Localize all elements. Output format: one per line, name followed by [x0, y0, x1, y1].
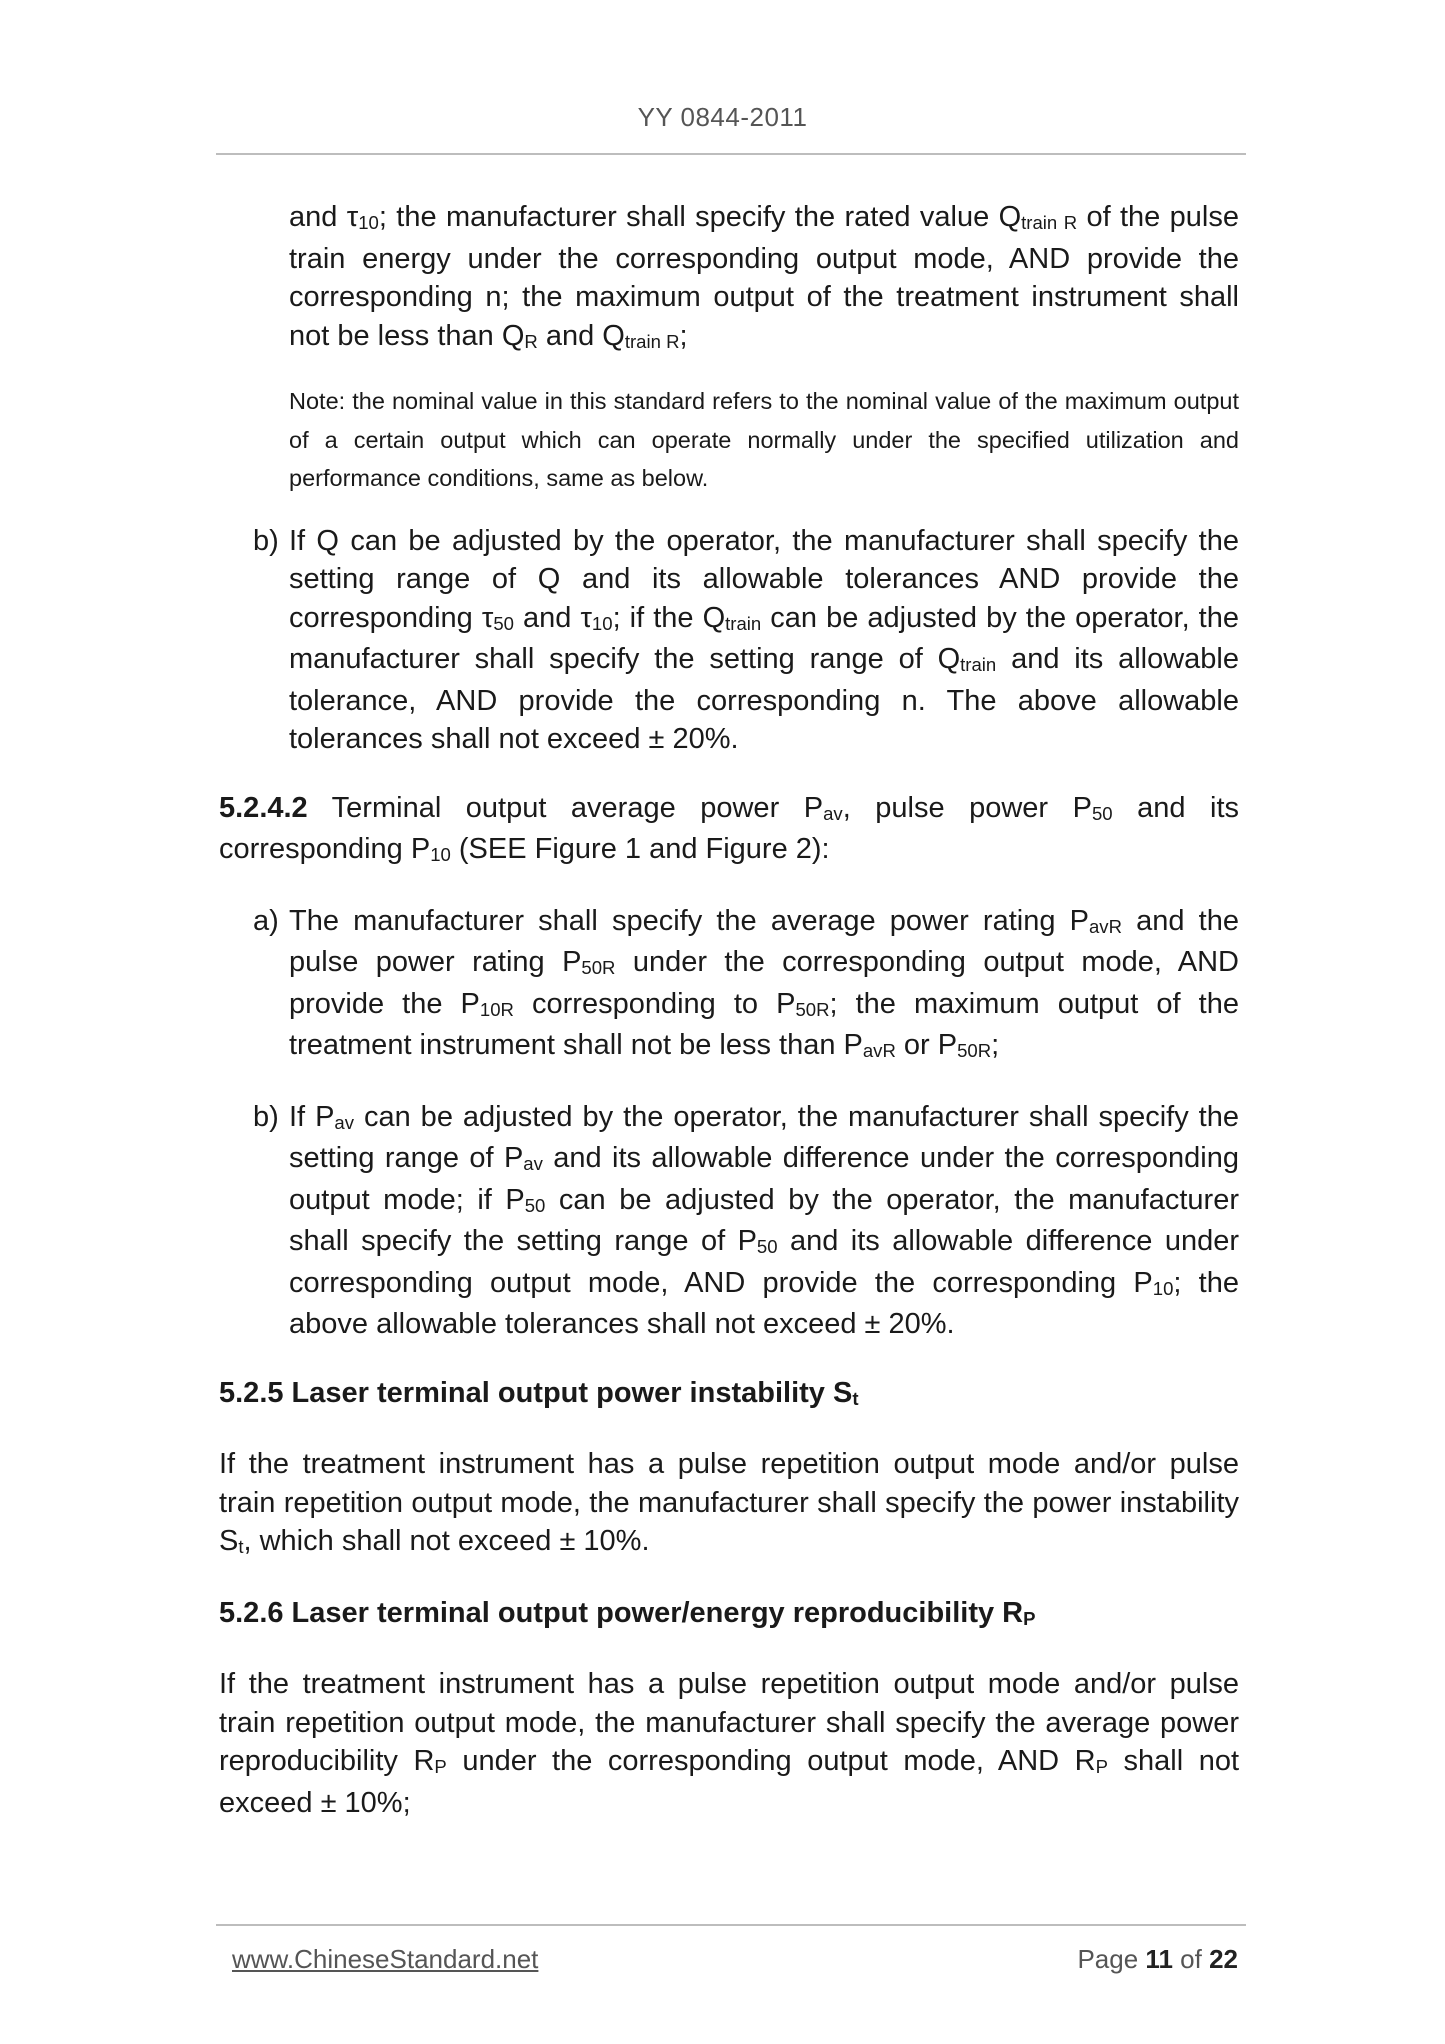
section-5-2-6-paragraph: If the treatment instrument has a pulse repetition output mode and/or pulse train repetition output mode, the manufacturer shall specify the average power reproducibility $R_P$ under the corresponding output mode, AND $R_P$ shall not exceed ± 10%; — [219, 1668, 1240, 1819]
list-label: b) — [253, 1100, 279, 1133]
section-number: 5.2.4.2 — [219, 791, 308, 824]
list-item-b-power: b) If $P_{av}$ can be adjusted by the operator, the manufacturer shall specify the setting range of $P_{av}$ and its allowable difference under the corresponding output mode; if $P_{50}$ can be adjusted by the operator, the manufacturer shall specify the setting range of $P_{50}$ and its allowable difference under corresponding output mode, AND provide the corresponding $P_{10}$; the above allowable tolerances shall not exceed ± 20%. — [219, 1098, 1239, 1344]
page-header: YY 0844-2011 — [637, 102, 808, 132]
website-link[interactable]: www.ChineseStandard.net — [232, 1944, 539, 1974]
section-5-2-5-heading: 5.2.5 Laser terminal output power instability $S_t$ — [219, 1376, 859, 1409]
page-number: Page 11 of 22 — [1077, 1944, 1238, 1974]
header-divider — [216, 153, 1246, 155]
section-5-2-5-paragraph: If the treatment instrument has a pulse repetition output mode and/or pulse train repetition output mode, the manufacturer shall specify the power instability $S_t$, which shall not exceed ± 10%. — [219, 1448, 1239, 1558]
continued-paragraph: and $\tau_{10}$; the manufacturer shall specify the rated value $Q_{train R}$ of the pulse train energy under the corresponding output mode, AND provide the corresponding n; the maximum output of the treatment instrument shall not be less than $Q_R$ and $Q_{train R}$; — [289, 201, 1239, 352]
footer-divider — [216, 1924, 1246, 1926]
section-5-2-4-2-paragraph: 5.2.4.2 Terminal output average power $P_{av}$, pulse power $P_{50}$ and its corresponding $P_{10}$ (SEE Figure 1 and Figure 2): — [219, 791, 1240, 866]
list-label: b) — [253, 524, 279, 557]
section-5-2-6-heading: 5.2.6 Laser terminal output power/energy reproducibility $R_P$ — [219, 1596, 1036, 1629]
list-item-b-energy: b) If Q can be adjusted by the operator, the manufacturer shall specify the setting range of Q and its allowable tolerances AND provide the corresponding $\tau_{50}$ and $\tau_{10}$; if the $Q_{train}$ can be adjusted by the operator, the manufacturer shall specify the setting range of $Q_{train}$ and its allowable tolerance, AND provide the corresponding n. The above allowable tolerances shall not exceed ± 20%. — [219, 522, 1239, 759]
list-item-a-power: a) The manufacturer shall specify the average power rating $P_{avR}$ and the pulse power rating $P_{50R}$ under the corresponding output mode, AND provide the $P_{10R}$ corresponding to $P_{50R}$; the maximum output of the treatment instrument shall not be less than $P_{avR}$ or $P_{50R}$; — [219, 902, 1239, 1068]
page-body — [219, 198, 1239, 1822]
note-paragraph: Note: the nominal value in this standard refers to the nominal value of the maximum output of a certain output which can operate normally under the specified utilization and performance conditions, same as below. — [289, 388, 1239, 491]
list-label: a) — [253, 904, 279, 937]
